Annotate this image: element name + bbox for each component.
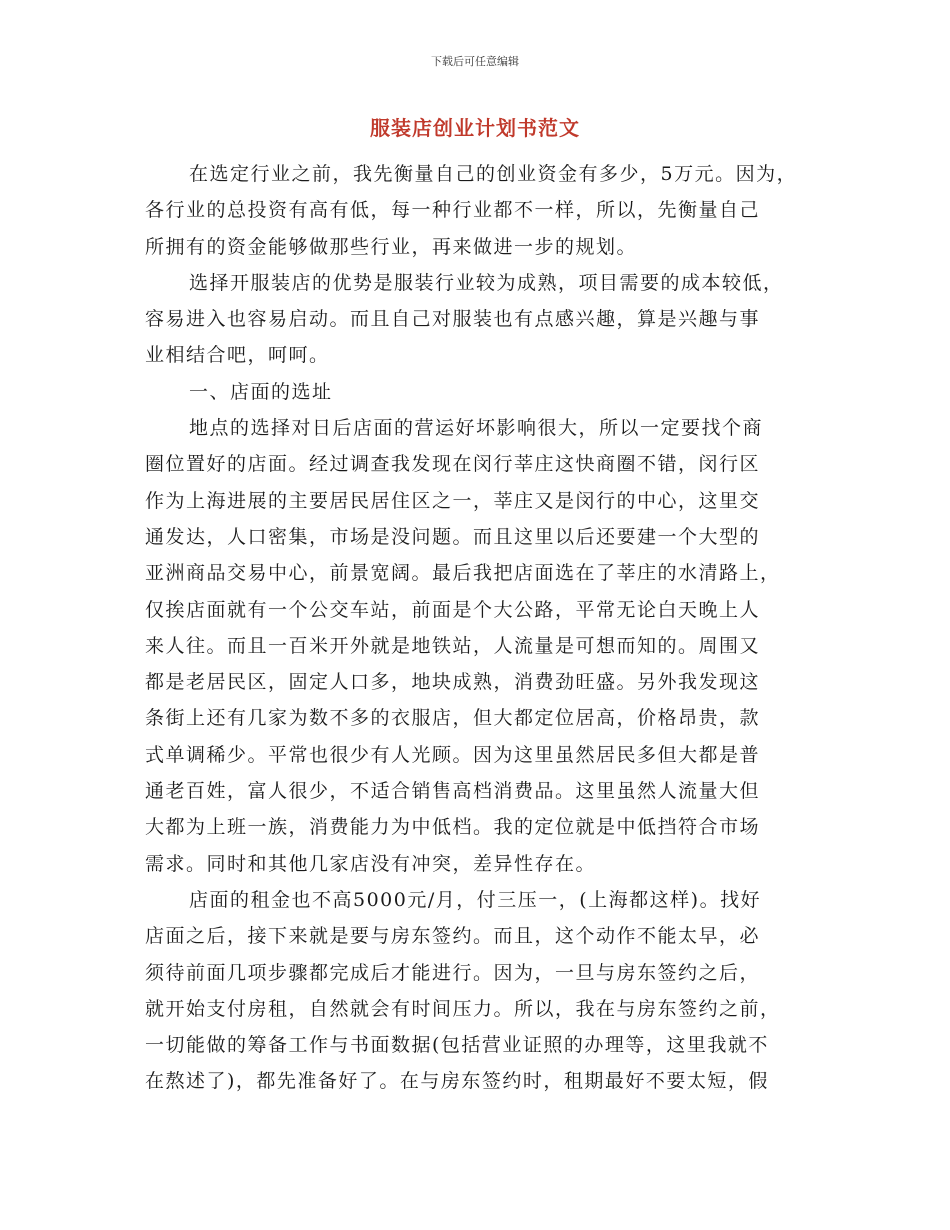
text-line: 圈位置好的店面。经过调查我发现在闵行莘庄这快商圈不错，闵行区 bbox=[145, 453, 761, 476]
text-line: 所拥有的资金能够做那些行业，再来做进一步的规划。 bbox=[145, 235, 638, 258]
text-line: 需求。同时和其他几家店没有冲突，差异性存在。 bbox=[145, 852, 597, 875]
text-line: 通发达，人口密集，市场是没问题。而且这里以后还要建一个大型的 bbox=[145, 525, 761, 548]
text-line: 来人往。而且一百米开外就是地铁站，人流量是可想而知的。周围又 bbox=[145, 634, 761, 657]
text-line: 业相结合吧，呵呵。 bbox=[145, 344, 330, 367]
text-line: 店面之后，接下来就是要与房东签约。而且，这个动作不能太早，必 bbox=[145, 925, 761, 948]
text-line: 在选定行业之前，我先衡量自己的创业资金有多少，5万元。因为， bbox=[189, 163, 798, 185]
text-line: 各行业的总投资有高有低，每一种行业都不一样，所以，先衡量自己 bbox=[145, 199, 761, 222]
document-body bbox=[145, 156, 835, 1100]
text-line: 店面的租金也不高5000元/月，付三压一，(上海都这样)。找好 bbox=[189, 888, 762, 911]
text-line: 地点的选择对日后店面的营运好坏影响很大，所以一定要找个商 bbox=[189, 417, 764, 440]
text-line: 作为上海进展的主要居民居住区之一，莘庄又是闵行的中心，这里交 bbox=[145, 489, 761, 512]
text-line: 须待前面几项步骤都完成后才能进行。因为，一旦与房东签约之后， bbox=[145, 961, 761, 984]
page-header: 下载后可任意编辑 bbox=[431, 55, 519, 68]
text-line: 在熬述了)，都先准备好了。在与房东签约时，租期最好不要太短，假 bbox=[145, 1070, 769, 1093]
text-line: 式单调稀少。平常也很少有人光顾。因为这里虽然居民多但大都是普 bbox=[145, 743, 761, 766]
text-line: 亚洲商品交易中心，前景宽阔。最后我把店面选在了莘庄的水清路上， bbox=[145, 562, 781, 585]
text-line: 一切能做的筹备工作与书面数据(包括营业证照的办理等，这里我就不 bbox=[145, 1034, 769, 1057]
text-line: 就开始支付房租，自然就会有时间压力。所以，我在与房东签约之前， bbox=[145, 997, 781, 1020]
text-line: 容易进入也容易启动。而且自己对服装也有点感兴趣，算是兴趣与事 bbox=[145, 308, 761, 331]
document-title: 服装店创业计划书范文 bbox=[370, 116, 580, 140]
text-line: 都是老居民区，固定人口多，地块成熟，消费劲旺盛。另外我发现这 bbox=[145, 671, 761, 694]
text-line: 仅挨店面就有一个公交车站，前面是个大公路，平常无论白天晚上人 bbox=[145, 598, 761, 621]
text-line: 大都为上班一族，消费能力为中低档。我的定位就是中低挡符合市场 bbox=[145, 816, 761, 839]
text-line: 一、店面的选址 bbox=[189, 380, 333, 403]
text-line: 选择开服装店的优势是服装行业较为成熟，项目需要的成本较低， bbox=[189, 271, 784, 294]
text-line: 通老百姓，富人很少，不适合销售高档消费品。这里虽然人流量大但 bbox=[145, 780, 761, 803]
text-line: 条街上还有几家为数不多的衣服店，但大都定位居高，价格昂贵，款 bbox=[145, 707, 761, 730]
